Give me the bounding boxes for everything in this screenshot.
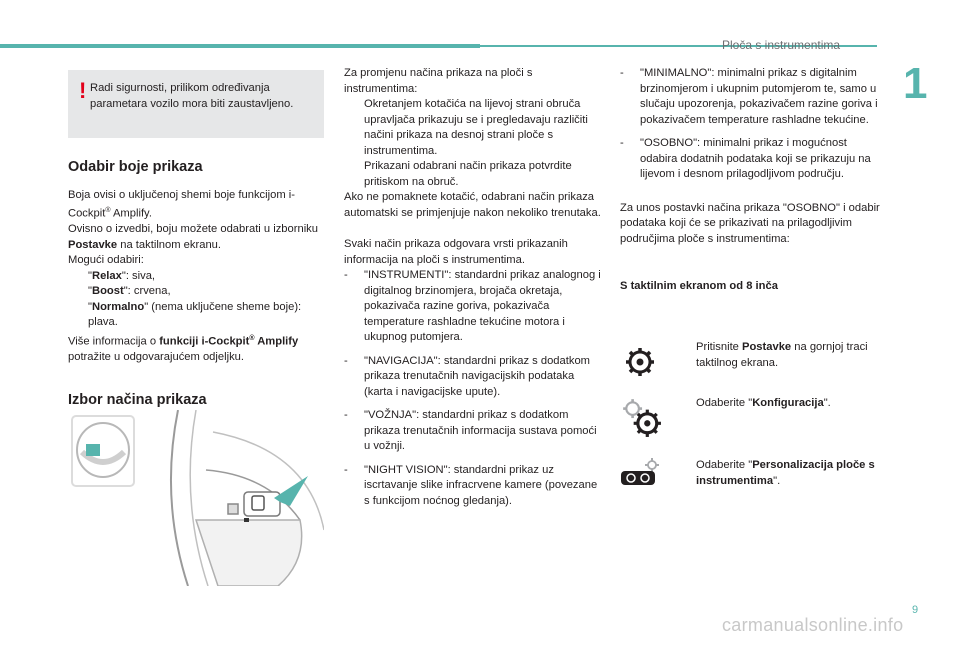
dash-bullet: - <box>344 269 348 281</box>
safety-warning-box <box>68 70 324 138</box>
column-3 <box>620 66 882 307</box>
option-name: Relax <box>91 269 122 282</box>
text-run: " <box>88 300 92 313</box>
text-run: Odaberite " <box>696 459 753 471</box>
option-boost <box>68 284 328 300</box>
mode-text: "VOŽNJA": standardni prikaz s dodatkom prikaza trenutačnih informacija sustava pomoći u vožnji. <box>364 409 597 452</box>
dash-bullet: - <box>344 354 348 367</box>
step-text: Prikazani odabrani način prikaza potvrdite pritiskom na obruč. <box>364 160 572 188</box>
configuration-gears-icon <box>620 396 662 438</box>
mode-minimal <box>620 66 882 128</box>
mode-text: "MINIMALNO": minimalni prikaz s digitalnim brzinomjerom i ukupnim putomjerom te, samo u slučaju upozorenja, pokazivačem razine goriva i pokazivačem temperature rashladne tekućine. <box>640 67 878 126</box>
personalization-label: Personalizacija ploče s instrumentima <box>696 459 875 487</box>
step-rotate-wheel <box>344 97 602 159</box>
color-intro <box>68 188 328 223</box>
text-run: " <box>88 269 92 282</box>
option-name: Normalno <box>91 300 145 313</box>
text-run: ": crvena, <box>123 285 171 298</box>
dash-bullet: - <box>620 67 624 79</box>
option-relax <box>68 269 328 285</box>
mode-navigation <box>344 354 602 401</box>
color-menu-info <box>68 222 328 253</box>
watermark: carmanualsonline.info <box>722 615 904 635</box>
mode-night-vision <box>344 463 602 510</box>
text-run: ". <box>773 474 781 487</box>
text-run: " <box>88 285 92 298</box>
personal-setup-intro: Za unos postavki načina prikaza "OSOBNO" i odabir podataka koji će se prikazivati na prilagodljivim područjima ploče s instrumentima: <box>620 201 880 245</box>
step-text: Okretanjem kotačića na lijevoj strani obruča upravljača prikazuju se i pregledavaju različiti načini prikaza na desnoj strani ploče s instrumentima. <box>364 98 588 157</box>
option-name: Boost <box>91 285 124 298</box>
mode-instruments <box>344 268 602 346</box>
page-header-title: Ploča s instrumentima <box>722 38 841 52</box>
warning-exclamation-icon: ! <box>79 78 87 103</box>
text-run: Odaberite " <box>696 397 753 409</box>
settings-gear-icon <box>620 340 660 380</box>
steering-wheel-illustration <box>68 410 324 586</box>
mode-driving <box>344 408 602 455</box>
function-name: Amplify <box>254 335 299 348</box>
choices-label: Mogući odabiri: <box>68 254 144 267</box>
column-1 <box>68 70 328 421</box>
step-personalization-text <box>676 458 896 489</box>
section-heading-color: Odabir boje prikaza <box>68 159 203 175</box>
text-run: " (nema uključene sheme boje): plava. <box>88 300 302 329</box>
warning-text: Radi sigurnosti, prilikom određivanja parametara vozilo mora biti zaustavljeno. <box>90 82 294 110</box>
mode-text: "NIGHT VISION": standardni prikaz uz iscrtavanje slike infracrvene kamere (povezane s funkcijom noćnog gledanja). <box>364 463 598 507</box>
option-normal <box>68 300 328 331</box>
text-run: na gornjoj traci taktilnog ekrana. <box>696 341 868 369</box>
registered-mark: ® <box>249 334 255 342</box>
dash-bullet: - <box>344 463 348 476</box>
text-run: Ovisno o izvedbi, boju možete odabrati u izborniku <box>68 223 318 236</box>
text-run: Amplify. <box>110 207 152 220</box>
text-run: na taktilnom ekranu. <box>117 238 221 251</box>
text-run: ". <box>823 397 831 409</box>
text-run: Boja ovisi o uključenoj shemi boje funkcijom i-Cockpit <box>68 188 295 220</box>
page-number: 9 <box>912 604 919 616</box>
step-settings-text <box>676 340 896 371</box>
function-name: funkciji i-Cockpit <box>159 335 250 348</box>
mode-personal <box>620 136 882 183</box>
column-2 <box>344 66 602 517</box>
text-run: ": siva, <box>121 269 156 282</box>
touchscreen-subheading: S taktilnim ekranom od 8 inča <box>620 280 778 292</box>
auto-apply-note: Ako ne pomaknete kotačić, odabrani način prikaza automatski se primjenjuje nakon nekoliko trenutaka. <box>344 191 601 219</box>
header-accent-bar <box>0 44 480 48</box>
section-heading-display-mode: Izbor načina prikaza <box>68 392 207 409</box>
step-configuration-text <box>676 396 896 412</box>
settings-label: Postavke <box>742 341 792 353</box>
registered-mark: ® <box>105 207 111 214</box>
configuration-label: Konfiguracija <box>752 397 824 409</box>
mode-text: "OSOBNO": minimalni prikaz i mogućnost odabira dodatnih podataka koji se prikazuju na lijevom i desnom prilagodljivom području. <box>640 137 871 180</box>
text-run: potražite u odgovarajućem odjeljku. <box>68 350 244 363</box>
cluster-personalization-icon <box>620 458 660 498</box>
mode-text: "NAVIGACIJA": standardni prikaz s dodatkom prikaza trenutačnih navigacijskih podataka (karta i navigacijske upute). <box>364 354 590 398</box>
mode-text: "INSTRUMENTI": standardni prikaz analognog i digitalnog brzinomjera, brojača okretaja, pokazivača razine goriva, pokazivača temperature rashladne tekućine motora i ukupnog putomjera. <box>364 269 601 343</box>
text-run: Pritisnite <box>696 341 743 353</box>
dash-bullet: - <box>344 409 348 421</box>
more-info <box>68 331 328 366</box>
chapter-number: 1 <box>903 59 928 108</box>
settings-menu-label: Postavke <box>68 238 118 251</box>
mode-change-intro: Za promjenu načina prikaza na ploči s instrumentima: <box>344 67 533 95</box>
text-run: Više informacija o <box>68 335 160 348</box>
step-confirm <box>344 159 602 190</box>
dash-bullet: - <box>620 137 624 149</box>
modes-intro: Svaki način prikaza odgovara vrsti prikazanih informacija na ploči s instrumentima. <box>344 238 568 266</box>
